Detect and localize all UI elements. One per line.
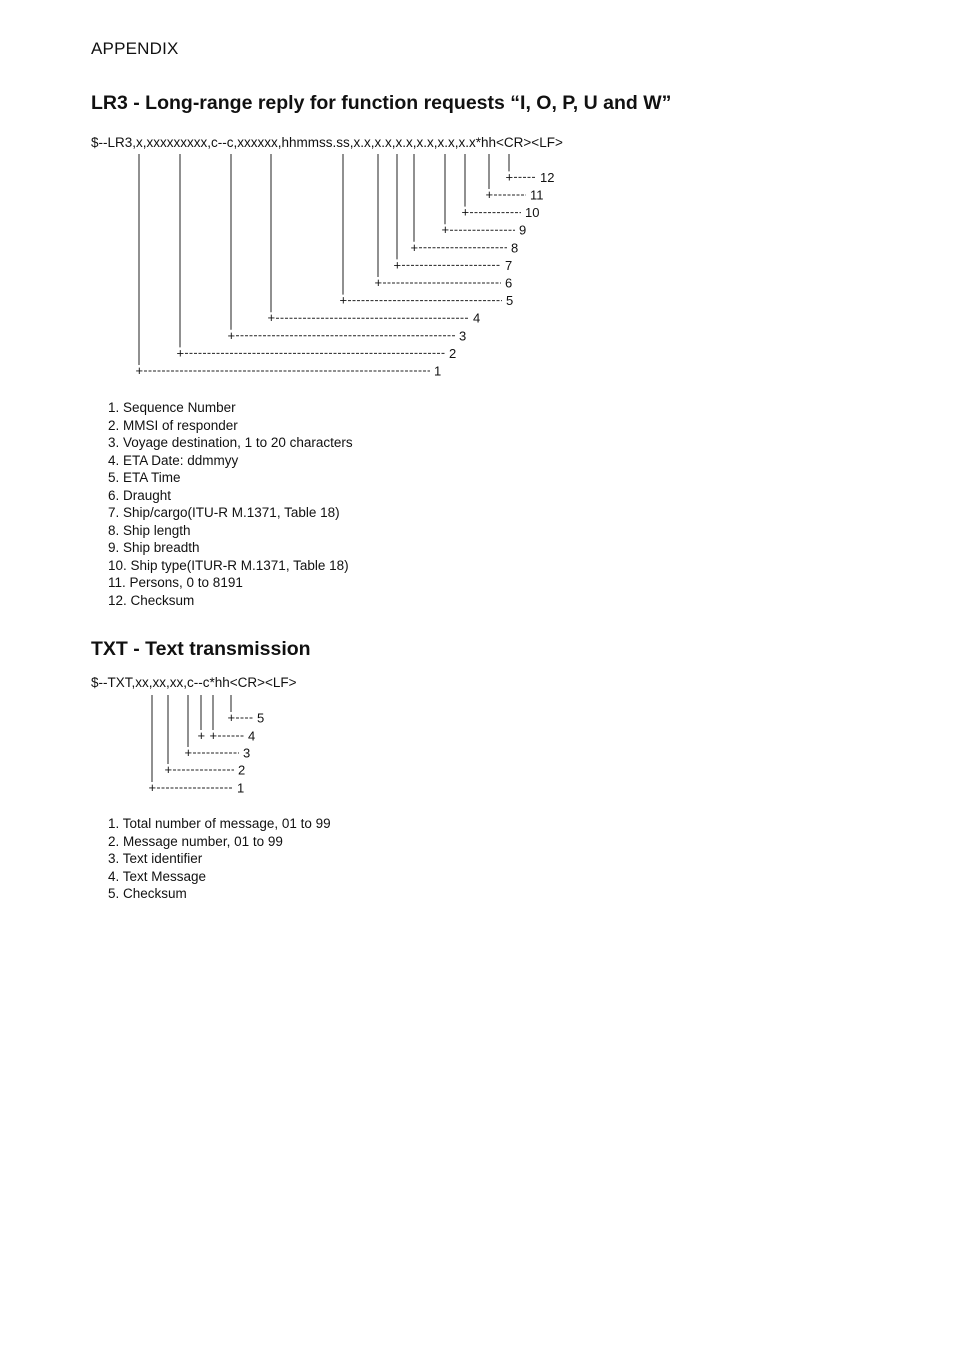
txt-plus-4b: + — [197, 728, 206, 743]
list-item: 9. Ship breadth — [108, 540, 200, 555]
lr3-plus-6: + — [374, 275, 383, 290]
lr3-plus-10: + — [461, 204, 470, 220]
lr3-field-number: 4 — [473, 310, 481, 326]
lr3-field-list — [108, 399, 353, 609]
lr3-field-number: 7 — [505, 257, 513, 273]
txt-field-number: 1 — [237, 780, 245, 796]
txt-plus-2: + — [164, 762, 173, 777]
list-item: 5. ETA Time — [108, 470, 181, 485]
list-item: 2. Message number, 01 to 99 — [108, 833, 283, 849]
list-item: 5. Checksum — [108, 886, 187, 901]
list-item: 11. Persons, 0 to 8191 — [108, 575, 243, 590]
txt-plus-3: + — [184, 745, 193, 760]
list-item: 12. Checksum — [108, 592, 195, 608]
lr3-field-number: 6 — [505, 275, 513, 291]
lr3-plus-11: + — [485, 187, 494, 202]
lr3-plus-9: + — [441, 222, 450, 238]
lr3-field-number: 9 — [519, 222, 527, 238]
list-item: 10. Ship type(ITUR-R M.1371, Table 18) — [108, 557, 349, 573]
txt-plus-5: + — [227, 710, 236, 725]
txt-field-number: 2 — [238, 762, 246, 778]
lr3-field-number: 10 — [525, 205, 540, 221]
txt-section-title: TXT - Text transmission — [91, 638, 311, 660]
list-item: 3. Voyage destination, 1 to 20 characters — [108, 435, 353, 450]
lr3-field-number: 11 — [530, 187, 544, 203]
list-item: 8. Ship length — [108, 522, 191, 538]
lr3-plus-8: + — [410, 239, 419, 255]
lr3-field-number: 5 — [506, 293, 514, 309]
lr3-plus-2: + — [176, 345, 185, 361]
list-item: 2. MMSI of responder — [108, 417, 238, 433]
txt-plus-4: + — [209, 728, 218, 743]
txt-sentence-format: $--TXT,xx,xx,xx,c--c*hh<CR><LF> — [91, 675, 297, 690]
lr3-plus-4: + — [267, 310, 276, 326]
lr3-field-number: 12 — [540, 169, 555, 185]
lr3-field-number: 2 — [449, 345, 457, 361]
lr3-plus-3: + — [227, 327, 236, 343]
txt-field-number: 4 — [248, 728, 256, 744]
list-item: 1. Total number of message, 01 to 99 — [108, 816, 331, 831]
lr3-field-diagram — [136, 154, 555, 379]
lr3-field-number: 3 — [459, 328, 467, 344]
list-item: 7. Ship/cargo(ITU-R M.1371, Table 18) — [108, 505, 340, 520]
lr3-plus-7: + — [393, 257, 402, 273]
txt-field-list — [108, 815, 331, 903]
lr3-sentence-format: $--LR3,x,xxxxxxxxx,c--c,xxxxxx,hhmmss.ss,x.x,x.x,x.x,x.x,x.x,x.x*hh<CR><LF> — [91, 135, 563, 150]
txt-field-number: 3 — [243, 745, 251, 761]
list-item: 3. Text identifier — [108, 851, 203, 866]
txt-field-diagram — [149, 695, 265, 796]
lr3-section-title: LR3 - Long-range reply for function requests “I, O, P, U and W” — [91, 92, 672, 114]
lr3-field-number: 1 — [434, 363, 442, 379]
list-item: 4. ETA Date: ddmmyy — [108, 452, 239, 468]
lr3-plus-12: + — [505, 169, 514, 185]
lr3-field-number: 8 — [511, 240, 519, 256]
list-item: 4. Text Message — [108, 868, 207, 884]
txt-plus-1: + — [148, 780, 157, 795]
list-item: 1. Sequence Number — [108, 400, 236, 415]
list-item: 6. Draught — [108, 487, 172, 503]
txt-field-number: 5 — [257, 710, 265, 726]
page-header: APPENDIX — [91, 39, 179, 58]
lr3-plus-1: + — [135, 363, 144, 378]
lr3-plus-5: + — [339, 292, 348, 308]
